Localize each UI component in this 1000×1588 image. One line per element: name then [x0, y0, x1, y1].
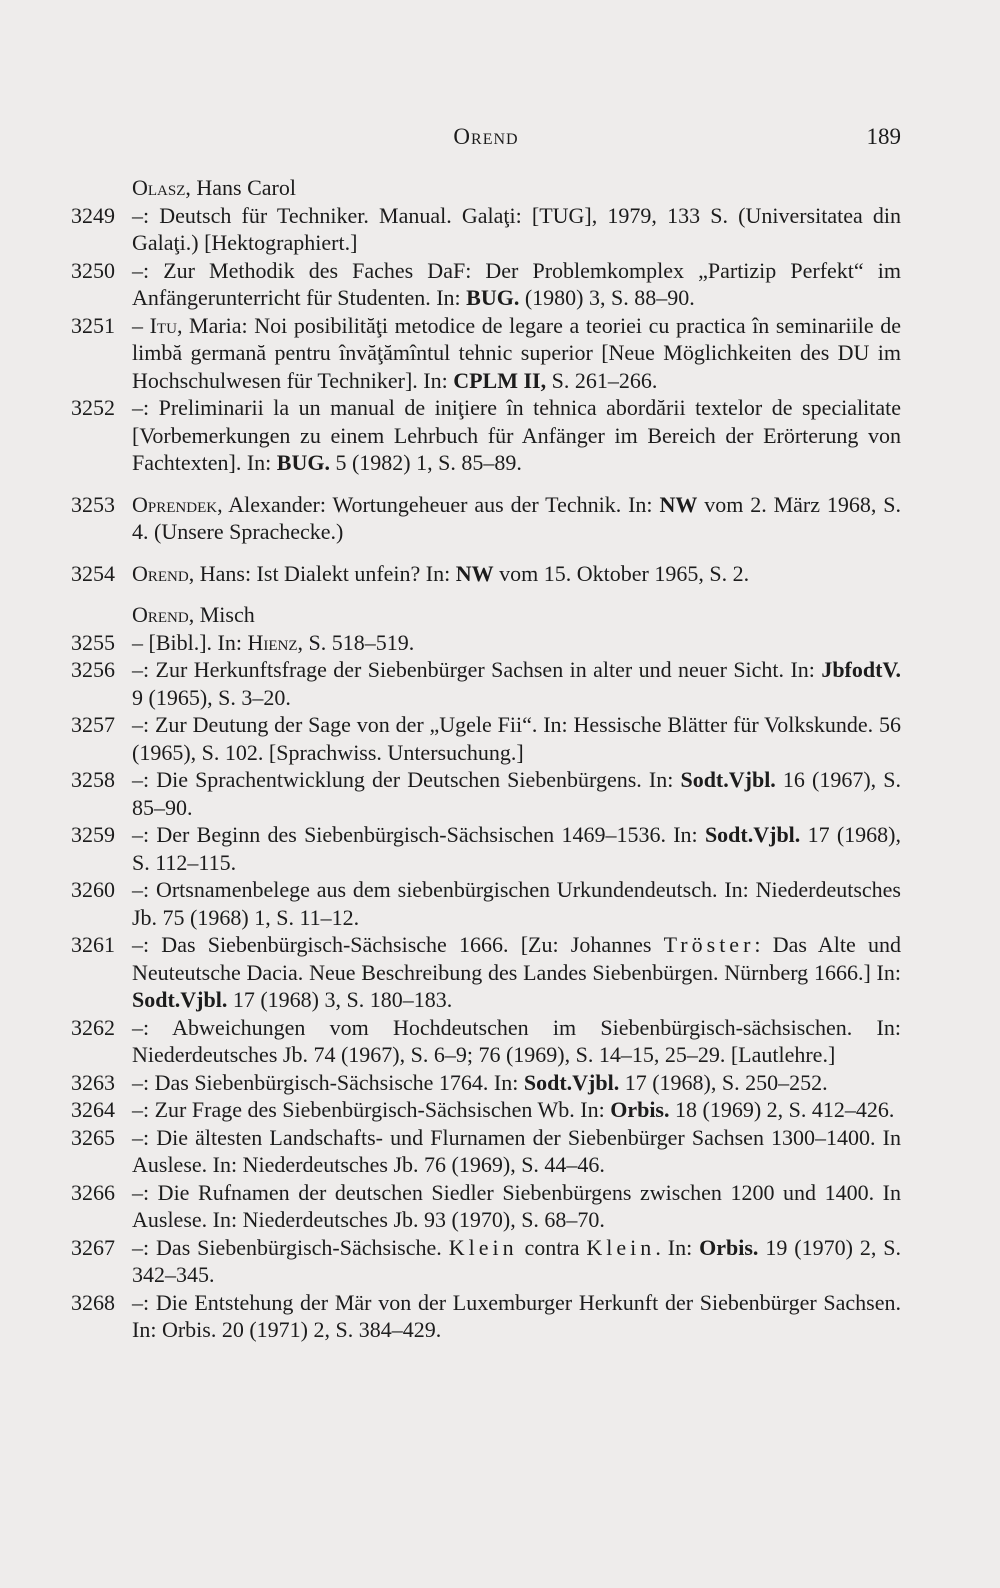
text-run: vom 15. Oktober 1965, S. 2.	[493, 560, 750, 586]
bold-run: Sodt.Vjbl.	[704, 822, 801, 847]
entry-number: 3258	[71, 767, 115, 792]
author-heading	[132, 601, 901, 629]
bold-run: Sodt.Vjbl.	[680, 767, 776, 792]
bibliography-entry	[71, 394, 901, 477]
text-run: –: Die Entstehung der Mär von der Luxemburger Herkunft der Siebenbürger Sachsen. In: Orbis. 20 (1971) 2, S. 384–429.	[132, 1289, 901, 1342]
bold-run: JbfodtV.	[821, 657, 901, 682]
bibliography-entry	[71, 312, 901, 395]
small-caps-name: Oprendek	[132, 491, 218, 517]
entry-text	[132, 257, 901, 312]
bold-run: Orbis.	[699, 1234, 759, 1260]
entry-number: 3257	[71, 712, 115, 737]
text-run: . In:	[655, 1234, 700, 1260]
running-head-title: Orend	[453, 124, 519, 149]
text-run: , Maria: Noi posibilităţi metodice de legare a teoriei cu practica în seminariile de limbă germană pentru învăţămîntul tehnic superior [Neue Möglichkeiten des DU im Hochschulwesen für Techniker]. In:	[132, 312, 902, 393]
bibliography-entry	[71, 629, 901, 657]
entry-number: 3251	[71, 312, 115, 338]
text-run: contra	[517, 1234, 587, 1260]
author-given-name: , Misch	[188, 602, 255, 627]
small-caps-name: Hienz	[247, 629, 298, 655]
entry-number: 3249	[71, 202, 115, 228]
text-run: –: Deutsch für Techniker. Manual. Galaţi: [TUG], 1979, 133 S. (Universitatea din Galaţi.) [Hektographiert.]	[132, 202, 901, 255]
entry-number: 3250	[71, 257, 115, 283]
entry-number: 3267	[71, 1234, 115, 1260]
author-heading	[132, 174, 901, 202]
bold-run: NW	[659, 491, 698, 517]
text-run: , S. 518–519.	[297, 629, 415, 655]
running-head	[71, 124, 901, 164]
entry-number: 3264	[71, 1097, 115, 1122]
entry-number: 3256	[71, 657, 115, 682]
entry-number: 3253	[71, 491, 115, 517]
small-caps-name: Itu	[149, 312, 177, 338]
entry-number: 3263	[71, 1069, 115, 1095]
bibliography-entry	[71, 1096, 901, 1124]
text-run: , Hans: Ist Dialekt unfein? In:	[188, 560, 456, 586]
bibliography-entry	[71, 1014, 901, 1069]
bold-run: BUG.	[276, 450, 330, 475]
bold-run: CPLM II,	[453, 367, 547, 393]
entry-number: 3254	[71, 560, 115, 586]
entry-text	[132, 1124, 901, 1179]
bibliography-entry	[71, 876, 901, 931]
bibliography-entry	[71, 560, 901, 588]
bibliography-list	[71, 174, 901, 1344]
bibliography-entry	[71, 1234, 901, 1289]
text-run: –: Der Beginn des Siebenbürgisch-Sächsischen 1469–1536. In:	[132, 822, 705, 847]
bibliography-entry	[71, 257, 901, 312]
entry-text	[132, 1179, 901, 1234]
text-run: –: Die ältesten Landschafts- und Flurnamen der Siebenbürger Sachsen 1300–1400. In Auslese. In: Niederdeutsches Jb. 76 (1969), S. 44–46.	[132, 1124, 901, 1177]
entry-text	[132, 394, 901, 477]
small-caps-name: Orend	[132, 560, 189, 586]
text-run: –: Abweichungen vom Hochdeutschen im Siebenbürgisch-sächsischen. In: Niederdeutsches Jb. 74 (1967), S. 6–9; 76 (1969), S. 14–15, 25–29. [Lautlehre.]	[132, 1014, 901, 1067]
entry-text	[132, 931, 901, 1014]
entry-text	[132, 560, 901, 588]
author-given-name: , Hans Carol	[185, 175, 296, 200]
text-run: –: Zur Methodik des Faches DaF: Der Problemkomplex „Partizip Perfekt“ im Anfängerunterricht für Studenten. In:	[132, 257, 901, 310]
bibliography-entry	[71, 1124, 901, 1179]
text-run: –: Die Sprachentwicklung der Deutschen Siebenbürgens. In:	[132, 767, 681, 792]
bold-run: Orbis.	[610, 1097, 670, 1122]
entry-text	[132, 491, 901, 546]
text-run: S. 261–266.	[546, 367, 658, 393]
text-run: 17 (1968), S. 112–115.	[132, 822, 901, 875]
bold-run: Sodt.Vjbl.	[523, 1069, 620, 1095]
text-run: 9 (1965), S. 3–20.	[132, 684, 291, 710]
text-run: 19 (1970) 2, S. 342–345.	[132, 1234, 901, 1287]
author-surname: Olasz	[132, 175, 186, 200]
bold-run: NW	[455, 560, 494, 586]
text-run: –: Ortsnamenbelege aus dem siebenbürgischen Urkundendeutsch. In: Niederdeutsches Jb. 75 (1968) 1, S. 11–12.	[132, 877, 901, 930]
text-run: –: Das Siebenbürgisch-Sächsische.	[132, 1234, 449, 1260]
entry-text	[132, 629, 901, 657]
bibliography-entry	[71, 711, 901, 766]
entry-number: 3255	[71, 629, 115, 655]
text-run: –: Das Siebenbürgisch-Sächsische 1666. [Zu: Johannes	[132, 932, 664, 957]
bibliography-entry	[71, 656, 901, 711]
entry-text	[132, 876, 901, 931]
bibliography-entry	[71, 821, 901, 876]
text-run: 17 (1968) 3, S. 180–183.	[227, 987, 453, 1012]
text-run: –: Zur Frage des Siebenbürgisch-Sächsischen Wb. In:	[132, 1097, 611, 1122]
bibliography-entry	[71, 931, 901, 1014]
text-run: –: Die Rufnamen der deutschen Siedler Siebenbürgens zwischen 1200 und 1400. In Auslese. In: Niederdeutsches Jb. 93 (1970), S. 68–70.	[132, 1179, 901, 1232]
text-run: 18 (1969) 2, S. 412–426.	[669, 1097, 895, 1122]
text-run: 17 (1968), S. 250–252.	[619, 1069, 828, 1095]
entry-number: 3265	[71, 1124, 115, 1150]
entry-text	[132, 656, 901, 711]
entry-number: 3252	[71, 395, 115, 420]
entry-text	[132, 821, 901, 876]
text-run: –: Preliminarii la un manual de iniţiere în tehnica abordării textelor de specialitate [Vorbemerkungen zu einem Lehrbuch für Anfänger im Bereich der Erörterung von Fachtexten]. In:	[132, 395, 901, 475]
bibliography-entry	[71, 766, 901, 821]
entry-number: 3260	[71, 877, 115, 902]
text-run: – [Bibl.]. In:	[132, 629, 248, 655]
text-run: –	[132, 312, 150, 338]
spaced-run: Tröster	[663, 932, 755, 957]
text-run: 16 (1967), S. 85–90.	[132, 767, 902, 820]
entry-text	[132, 1096, 901, 1124]
page-number: 189	[866, 124, 901, 149]
entry-text	[132, 202, 901, 257]
text-run: –: Zur Herkunftsfrage der Siebenbürger Sachsen in alter und neuer Sicht. In:	[132, 657, 822, 682]
text-run: (1980) 3, S. 88–90.	[519, 285, 695, 310]
entry-text	[132, 711, 901, 766]
bibliography-entry	[71, 1069, 901, 1097]
entry-text	[132, 1069, 901, 1097]
text-run: vom 2. März 1968, S. 4. (Unsere Sprachecke.)	[132, 491, 902, 544]
entry-number: 3268	[71, 1289, 115, 1315]
entry-number: 3261	[71, 932, 115, 957]
bibliography-entry	[71, 1289, 901, 1344]
text-run: –: Zur Deutung der Sage von der „Ugele Fii“. In: Hessische Blätter für Volkskunde. 56 (1965), S. 102. [Sprachwiss. Untersuchung.]	[132, 712, 901, 765]
bibliography-entry	[71, 1179, 901, 1234]
spaced-run: Klein	[586, 1234, 656, 1260]
text-run: 5 (1982) 1, S. 85–89.	[329, 450, 522, 475]
entry-text	[132, 766, 901, 821]
text-run: : Das Alte und Neuteutsche Dacia. Neue Beschreibung des Landes Siebenbürgen. Nürnberg 1666.] In:	[132, 932, 901, 985]
entry-text	[132, 1014, 901, 1069]
author-surname: Orend	[132, 602, 189, 627]
entry-number: 3262	[71, 1014, 115, 1040]
bold-run: BUG.	[466, 285, 520, 310]
entry-number: 3266	[71, 1179, 115, 1205]
spaced-run: Klein	[448, 1234, 518, 1260]
bold-run: Sodt.Vjbl.	[132, 987, 228, 1012]
text-run: –: Das Siebenbürgisch-Sächsische 1764. In:	[132, 1069, 524, 1095]
text-run: , Alexander: Wortungeheuer aus der Technik. In:	[217, 491, 660, 517]
bibliography-entry	[71, 202, 901, 257]
entry-text	[132, 312, 901, 395]
bibliography-entry	[71, 491, 901, 546]
entry-number: 3259	[71, 822, 115, 847]
entry-text	[132, 1234, 901, 1289]
entry-text	[132, 1289, 901, 1344]
